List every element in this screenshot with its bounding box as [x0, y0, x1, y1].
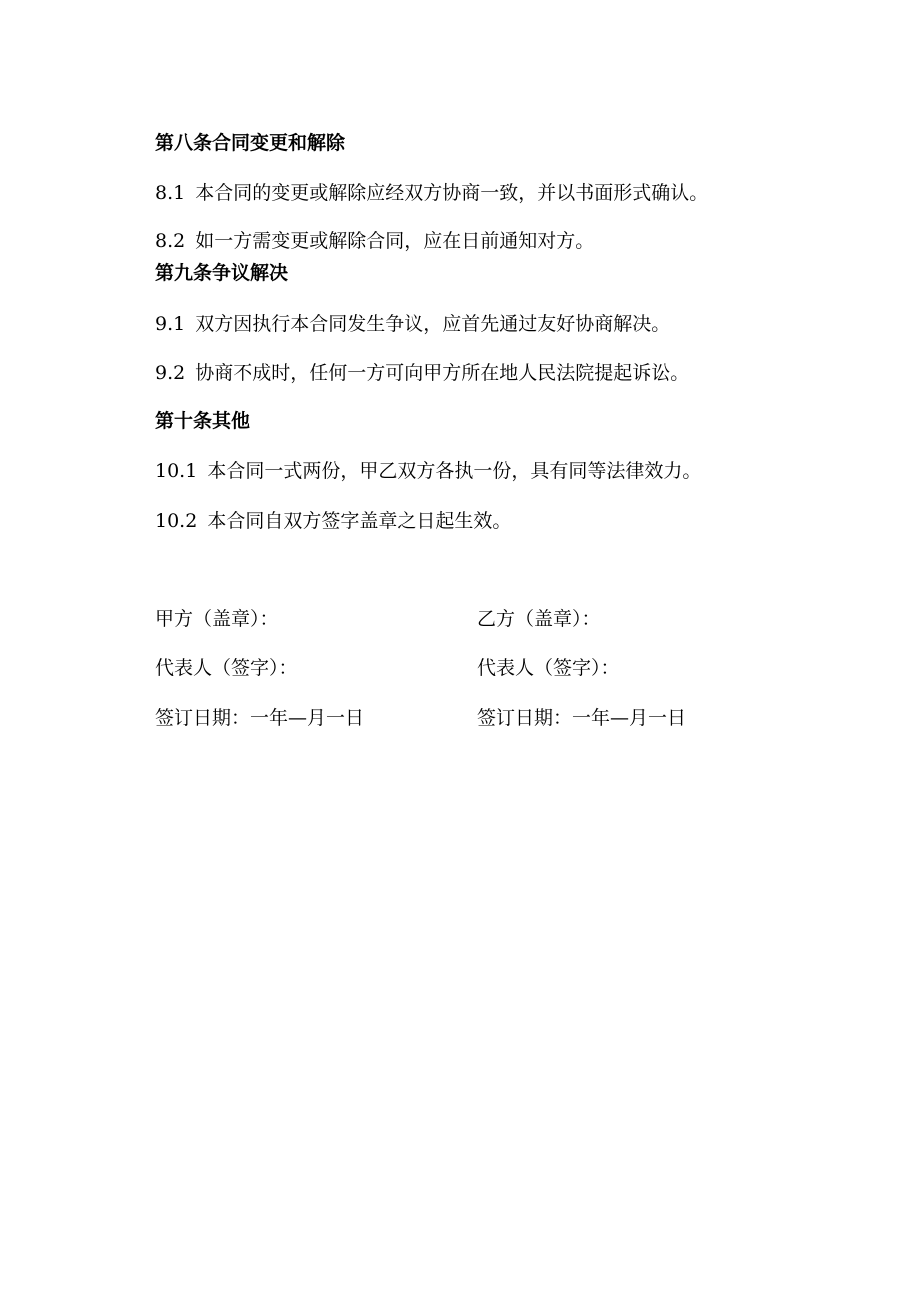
clause-8-1 — [155, 181, 708, 205]
party-b-representative: 代表人（签字）： — [477, 657, 620, 679]
party-a-representative: 代表人（签字）： — [155, 657, 298, 679]
article-9-heading: 第九条争议解决 — [155, 262, 289, 284]
clause-number: 9.2 — [155, 362, 186, 384]
clause-text: 协商不成时，任何一方可向甲方所在地人民法院提起诉讼。 — [195, 362, 690, 384]
party-a-seal: 甲方（盖章）： — [155, 608, 279, 630]
clause-9-2 — [155, 361, 689, 385]
party-a-date: 签订日期：一年—月一日 — [155, 707, 365, 729]
clause-number: 9.1 — [155, 313, 186, 335]
clause-text: 本合同一式两份，甲乙双方各执一份，具有同等法律效力。 — [207, 460, 702, 482]
party-b-date: 签订日期：一年—月一日 — [477, 707, 687, 729]
clause-number: 8.1 — [155, 182, 186, 204]
clause-text: 如一方需变更或解除合同，应在日前通知对方。 — [195, 230, 595, 252]
clause-number: 8.2 — [155, 230, 186, 252]
clause-text: 本合同自双方签字盖章之日起生效。 — [207, 510, 512, 532]
clause-8-2 — [155, 229, 594, 253]
clause-text: 本合同的变更或解除应经双方协商一致，并以书面形式确认。 — [195, 182, 709, 204]
clause-number: 10.2 — [155, 510, 198, 532]
clause-number: 10.1 — [155, 460, 198, 482]
clause-text: 双方因执行本合同发生争议，应首先通过友好协商解决。 — [195, 313, 671, 335]
article-10-heading: 第十条其他 — [155, 410, 251, 432]
article-8-heading: 第八条合同变更和解除 — [155, 132, 346, 154]
clause-9-1 — [155, 312, 670, 336]
clause-10-1 — [155, 459, 701, 483]
clause-10-2 — [155, 509, 511, 533]
party-b-seal: 乙方（盖章）： — [477, 608, 601, 630]
